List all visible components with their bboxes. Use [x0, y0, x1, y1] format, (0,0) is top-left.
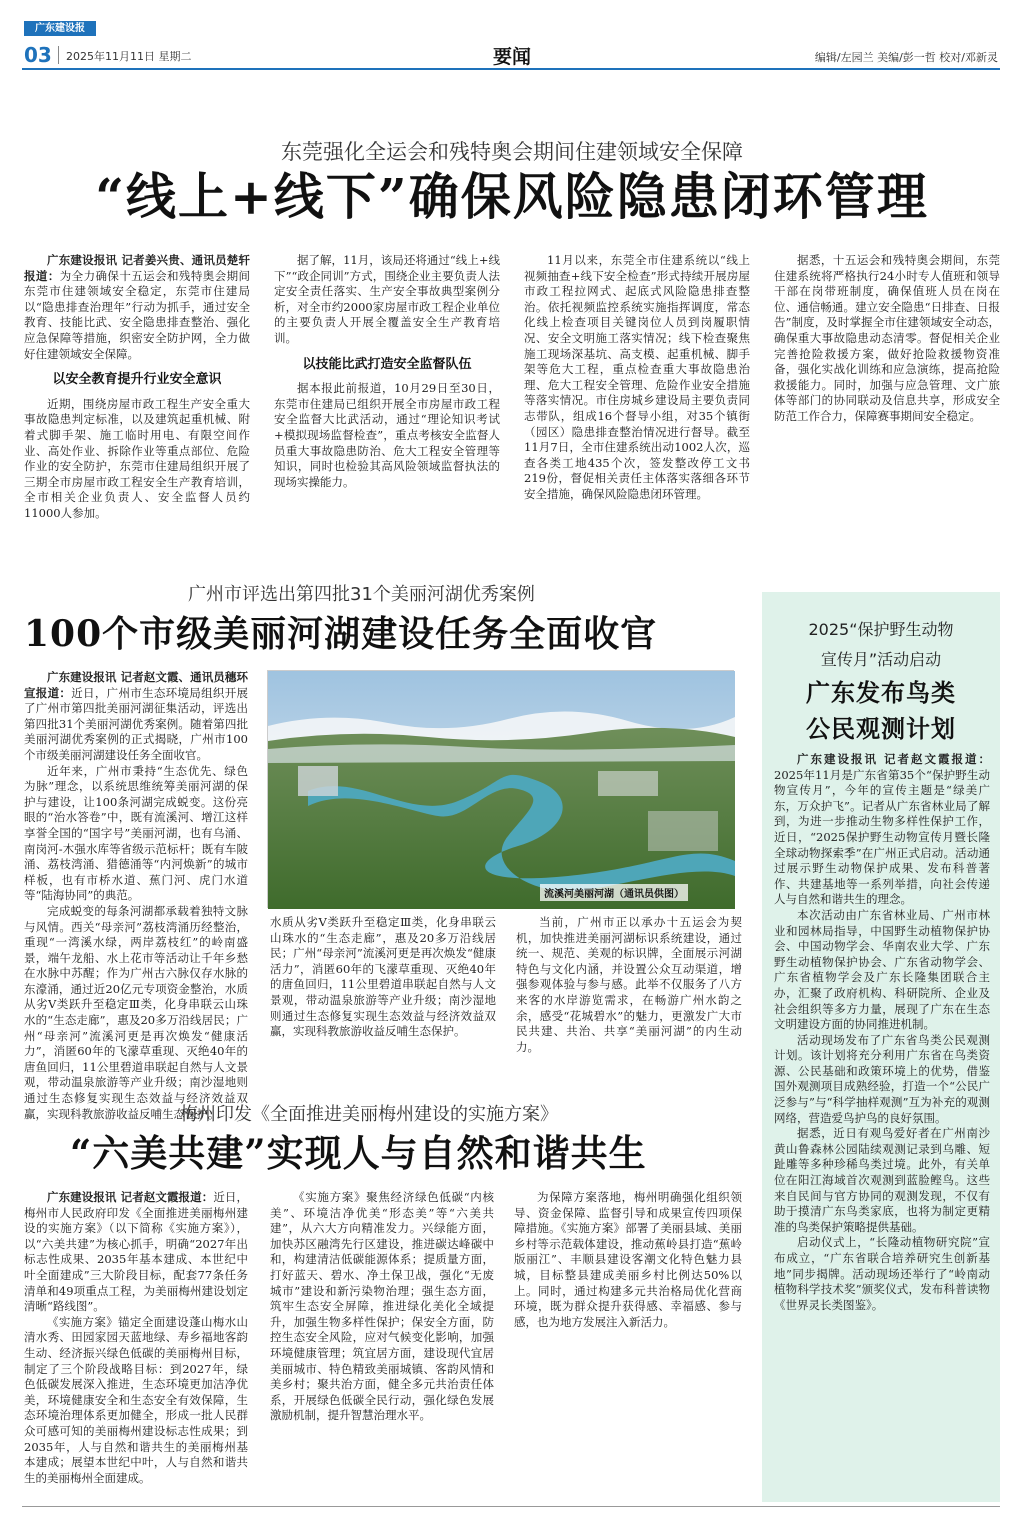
article1-para: 11月以来，东莞全市住建系统以“线上视频抽查+线下安全检查”形式持续开展房屋市政工程拉网式、起底式风险隐患排查整治。依托视频监控系统实施指挥调度，常态化线上检查项目关键岗位人员到岗履职情况、安全文明施工落实情况；线下检查聚焦施工现场深基坑、高支模、起重机械、脚手架等危大工程，重点检查重大事故隐患治理、危大工程安全管理、危险作业安全措施等落实情况。市住房城乡建设局主要负责同志带队，组成16个督导小组，对35个镇街（园区）隐患排查整治情况进行督导。截至11月7日，全市住建系统出动1002人次，巡查各类工地435个次，签发整改停工文书219份，督促相关责任主体落实落细各环节安全措施，确保风险隐患闭环管理。 [524, 253, 750, 501]
footer-rule [22, 1506, 1000, 1507]
sidebar-body [774, 752, 990, 1498]
sidebar-kicker-line1: 2025“保护野生动物 [808, 620, 954, 639]
article3-col1 [24, 1190, 248, 1502]
paper-name-tag: 广东建设报 [24, 21, 96, 36]
article1-col1 [24, 253, 250, 548]
article3-para: 为保障方案落地，梅州明确强化组织领导、资金保障、监督引导和成果宣传四项保障措施。《实施方案》部署了美丽县域、美丽乡村等示范载体建设，推动蕉岭县打造“蕉岭版丽江”、丰顺县建设客潮文化特色魅力县城，目标整县建成美丽乡村比例达50%以上。同时，通过构建多元共治格局优化营商环境，既为群众提升获得感、幸福感、参与感，也为地方发展注入新活力。 [514, 1190, 742, 1329]
article1-para: 据悉，十五运会和残特奥会期间，东莞住建系统将严格执行24小时专人值班和领导干部在岗带班制度，确保值班人员在岗在位、通信畅通。建立安全隐患“日排查、日报告”制度，及时掌握全市住建领域安全动态，确保重大事故隐患动态清零。督促相关企业完善抢险救援方案，做好抢险救援物资准备，强化实战化训练和应急演练，提高抢险救援能力。同时，加强与应急管理、文广旅体等部门的协同联动及信息共享，形成安全防范工作合力，保障赛事期间安全稳定。 [774, 253, 1000, 423]
sidebar-para: 据悉，近日有观鸟爱好者在广州南沙黄山鲁森林公园陆续观测记录到乌雕、短趾雕等多种珍稀鸟类过境。此外，有关单位在阳江海域首次观测到蓝脸鲣鸟。这些来自民间与官方协同的观测发现，不仅有助于摸清广东鸟类家底，也将为制定更精准的鸟类保护策略提供基础。 [774, 1126, 990, 1234]
article3-col2 [270, 1190, 494, 1502]
article2-kicker: 广州市评选出第四批31个美丽河湖优秀案例 [188, 584, 535, 605]
river-photo [267, 670, 734, 908]
article3-para: 《实施方案》锚定全面建设蓬山梅水山清水秀、田园家园天蓝地绿、寿乡福地客韵生动、经济振兴绿色低碳的美丽梅州目标，制定了三个阶段战略目标：到2027年，绿色低碳发展深入推进，生态环境更加洁净优美，环境健康安全和生态安全有效保障，生态环境治理体系更加健全，形成一批人民群众可感可知的美丽梅州建设标志性成果；到2035年，人与自然和谐共生的美丽梅州基本建成；展望本世纪中叶，人与自然和谐共生的美丽梅州全面建成。 [24, 1314, 248, 1485]
article2-para: 近日，广州市生态环境局组织开展了广州市第四批美丽河湖征集活动，评选出第四批31个美丽河湖优秀案例。随着第四批美丽河湖优秀案例的正式揭晓，广州市100个市级美丽河湖建设任务全面收官。 [24, 685, 249, 762]
section-title: 要闻 [492, 46, 531, 68]
sidebar-kicker-line2: 宣传月”活动启动 [820, 650, 942, 669]
article1-para: 近期，围绕房屋市政工程生产安全重大事故隐患判定标准，以及建筑起重机械、附着式脚手架、施工临时用电、有限空间作业、高处作业、拆除作业等重点部位、危险作业的安全防护，东莞市住建局组织开展了三期全市房屋市政工程安全生产教育培训，全市相关企业负责人、安全监督人员约11000人参加。 [24, 396, 250, 520]
sidebar-headline-line1: 广东发布鸟类 [806, 678, 956, 707]
sidebar-para: 2025年11月是广东省第35个“保护野生动物宣传月”，今年的宣传主题是“绿美广东，万众护飞”。记者从广东省林业局了解到，为进一步推动生物多样性保护工作，近日，“2025保护野生动物宣传月暨长隆全球动物探索季”在广州正式启动。活动通过展示野生动物保护成果、发布科普著作、共建基地等一系列举措，向社会传递人与自然和谐共生的理念。 [774, 767, 990, 907]
article1-col2 [274, 253, 500, 548]
article1-para: 据本报此前报道，10月29日至30日，东莞市住建局已组织开展全市房屋市政工程安全监督大比武活动，通过“理论知识考试+模拟现场监督检查”，重点考核安全监督人员重大事故隐患防治、危大工程安全管理等知识，同时也检验其高风险领域监督执法的现场实操能力。 [274, 381, 500, 489]
article1-byline: 广东建设报讯 记者姜兴贵、通讯员楚轩报道： [24, 253, 250, 283]
sidebar-para: 本次活动由广东省林业局、广州市林业和园林局指导，中国野生动植物保护协会、中国动物学会、华南农业大学、广东野生动植物保护协会、广东省动物学会、广东省植物学会及广东长隆集团联合主办，汇聚了政府机构、科研院所、企业及社会组织等多方力量，展现了广东在生态文明建设方面的协同推进机制。 [774, 907, 990, 1032]
article1-kicker: 东莞强化全运会和残特奥会期间住建领域安全保障 [281, 140, 743, 164]
sidebar-headline [762, 675, 1000, 747]
photo-caption: 流溪河美丽河湖（通讯员供图） [540, 884, 688, 901]
sidebar-kicker [762, 615, 1000, 675]
article2-col2 [270, 915, 496, 1075]
sidebar-headline-line2: 公民观测计划 [806, 714, 956, 743]
page-number: 03 [24, 43, 52, 67]
header-rule [22, 68, 1000, 70]
article3-para: 《实施方案》聚焦经济绿色低碳“内核美”、环境洁净优美“形态美”等“六美共建”，从六大方向精准发力。兴绿能方面，加快苏区融湾先行区建设，推进碳达峰碳中和，构建清洁低碳能源体系；提质量方面，打好蓝天、碧水、净土保卫战，强化“无废城市”建设和新污染物治理；强生态方面，筑牢生态安全屏障，推进绿化美化全域提升，加强生物多样性保护；保安全方面，防控生态安全风险，应对气候变化影响，加强环境健康管理；筑宜居方面，建设现代宜居美丽城市、特色精致美丽城镇、客韵风情和美乡村；聚共治方面，健全多元共治责任体系，开展绿色低碳全民行动，强化绿色发展激励机制，提升智慧治理水平。 [270, 1190, 494, 1423]
article1-headline: “线上+线下”确保风险隐患闭环管理 [95, 167, 929, 226]
article3-col3 [514, 1190, 742, 1502]
article2-byline: 广东建设报讯 记者赵文霞、通讯员穗环宣报道： [24, 670, 248, 700]
article3-kicker: 梅州印发《全面推进美丽梅州建设的实施方案》 [180, 1104, 558, 1125]
article3-para: 近日，梅州市人民政府印发《全面推进美丽梅州建设的实施方案》（以下简称《实施方案》），以“六美共建”为核心抓手，明确“2027年出标志性成果、2035年基本建成、本世纪中叶全面建成”三大阶段目标，配套77条任务清单和49项重点工程，为美丽梅州建设划定清晰“路线图”。 [24, 1190, 248, 1314]
article1-para: 为全力确保十五运会和残特奥会期间东莞市住建领域安全稳定，东莞市住建局以“隐患排查治理年”行动为抓手，通过安全教育、技能比武、安全隐患排查整治、强化应急保障等措施，织密安全防护网，全力做好住建领域安全保障。 [24, 268, 250, 361]
article1-col3 [524, 253, 750, 548]
article2-para: 当前，广州市正以承办十五运会为契机，加快推进美丽河湖标识系统建设，通过统一、规范、美观的标识牌，全面展示河湖特色与文化内涵，并设置公众互动渠道，增强参观体验与参与感。此举不仅服务了八方来客的水岸游览需求，在畅游广州水韵之余，感受“花城碧水”的魅力，更激发广大市民共建、共治、共享“美丽河湖”的内生动力。 [516, 915, 742, 1054]
article2-headline: 100个市级美丽河湖建设任务全面收官 [24, 613, 658, 655]
article1-subhead: 以技能比武打造安全监督队伍 [302, 356, 472, 372]
article2-para: 近年来，广州市秉持“生态优先、绿色为脉”理念，以系统思维统筹美丽河湖的保护与建设，让100条河湖完成蜕变。这份亮眼的“治水答卷”中，既有流溪河、增江这样享誉全国的“国字号”美丽河湖，也有乌涌、南岗河-木强水库等省级示范标杆；既有车陂涌、荔枝湾涌、猎德涌等“内河焕新”的城市样板，也有市桥水道、蕉门河、虎门水道等“陆海协同”的典范。 [24, 763, 248, 903]
editor-credits: 编辑/左园兰 美编/彭一哲 校对/邓新灵 [814, 51, 998, 64]
article3-byline: 广东建设报讯 记者赵文霞报道： [47, 1190, 214, 1204]
issue-date: 2025年11月11日 星期二 [66, 50, 192, 63]
article2-para: 水质从劣Ⅴ类跃升至稳定Ⅲ类，化身串联云山珠水的“生态走廊”，惠及20多万沿线居民；广州“母亲河”流溪河更是再次焕发“健康活力”，消匿60年的飞濛草重现、灭绝40年的唐鱼回归，11公里碧道串联起自然与人文景观，带动温泉旅游等产业升级；南沙湿地则通过生态修复实现生态效益与经济效益双赢，实现科教旅游收益反哺生态保护。 [270, 915, 496, 1039]
sidebar-byline: 广东建设报讯 记者赵文霞报道： [797, 752, 990, 766]
article1-para: 据了解，11月，该局还将通过“线上+线下”“政企同训”方式，围绕企业主要负责人法定安全责任落实、生产安全事故典型案例分析，对全市约2000家房屋市政工程企业单位的主要负责人开展全覆盖安全生产教育培训。 [274, 253, 500, 345]
article2-col3 [516, 915, 742, 1075]
article3-headline: “六美共建”实现人与自然和谐共生 [70, 1131, 647, 1175]
article2-col1 [24, 670, 249, 1121]
article2-para: 完成蜕变的每条河湖都承载着独特文脉与风情。西关“母亲河”荔枝湾涌历经整治，重现“一湾溪水绿，两岸荔枝红”的岭南盛景，端午龙船、水上花市等活动让千年乡愁在水脉中苏醒；作为广州古六脉仅存水脉的东濠涌，通过近20亿元专项资金整治，水质从劣Ⅴ类跃升至稳定Ⅲ类，化身串联云山珠水的“生态走廊”，惠及20多万沿线居民；广州“母亲河”流溪河更是再次焕发“健康活力”，消匿60年的飞濛草重现、灭绝40年的唐鱼回归，11公里碧道串联起自然与人文景观，带动温泉旅游等产业升级；南沙湿地则通过生态修复实现生态效益与经济效益双赢，实现科教旅游收益反哺生态保护。 [24, 903, 248, 1121]
sidebar-para: 启动仪式上，“长隆动植物研究院”宣布成立，“广东省联合培养研究生创新基地”同步揭牌。活动现场还举行了“岭南动植物科学技术奖”颁奖仪式，发布科普读物《世界灵长类图鉴》。 [774, 1235, 990, 1312]
river-landscape-image [268, 671, 735, 909]
article1-col4 [774, 253, 1000, 548]
article1-subhead: 以安全教育提升行业安全意识 [52, 372, 222, 388]
sidebar-para: 活动现场发布了广东省鸟类公民观测计划。该计划将充分利用广东省在鸟类资源、公民基础和政策环境上的优势，借鉴国外观测项目成熟经验，打造一个“公民广泛参与”与“科学抽样观测”互为补充的观测网络，营造爱鸟护鸟的良好氛围。 [774, 1032, 990, 1125]
